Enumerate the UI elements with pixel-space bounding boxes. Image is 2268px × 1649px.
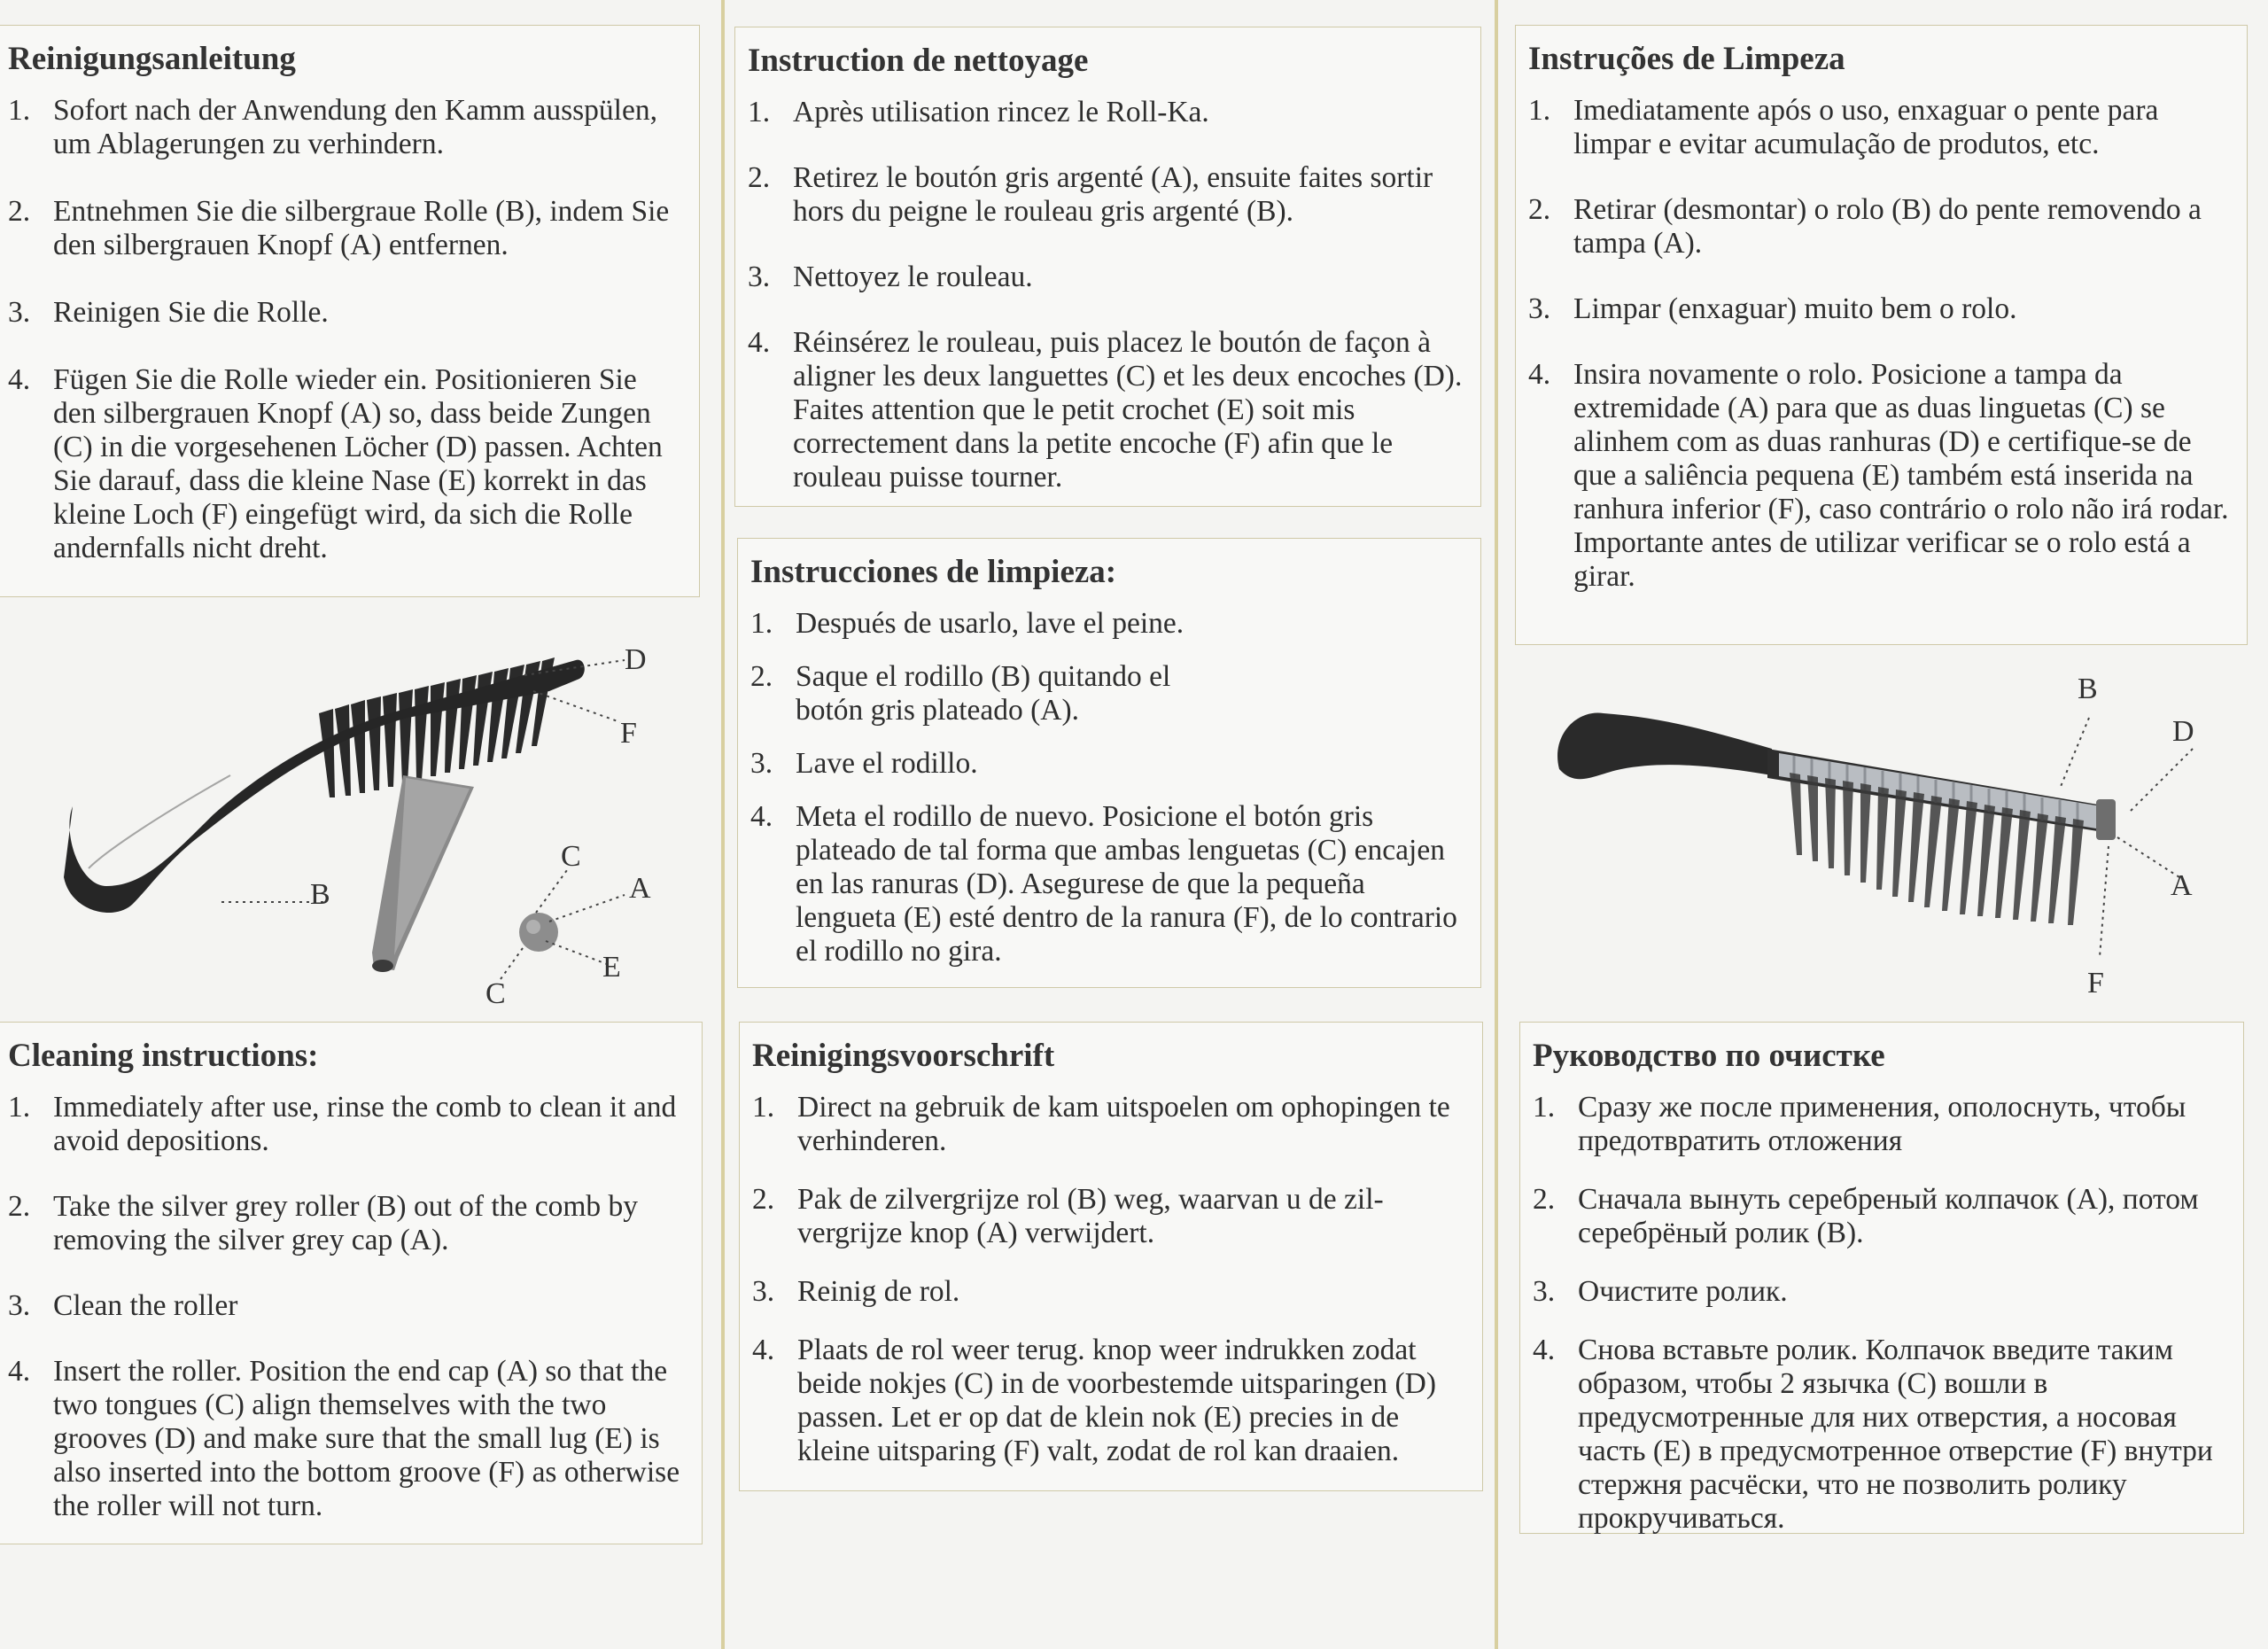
list-item bbox=[1533, 1275, 2225, 1309]
list-item bbox=[752, 1091, 1464, 1158]
item-number: 3. bbox=[752, 1274, 775, 1308]
item-number: 1. bbox=[748, 95, 771, 128]
item-number: 2. bbox=[752, 1182, 775, 1216]
item-number: 1. bbox=[8, 93, 31, 127]
label-f: F bbox=[2087, 967, 2104, 1000]
column-divider-left bbox=[721, 0, 725, 1649]
item-number: 4. bbox=[8, 362, 31, 396]
list-item bbox=[750, 800, 1463, 968]
item-number: 1. bbox=[1528, 93, 1551, 127]
item-number: 3. bbox=[748, 260, 771, 293]
list-item bbox=[752, 1183, 1464, 1250]
item-number: 2. bbox=[750, 659, 773, 693]
list-item bbox=[1533, 1334, 2225, 1536]
item-text: Immediately after use, rinse the comb to clean it and avoid depositions. bbox=[53, 1090, 677, 1157]
item-text: Take the silver grey roller (B) out of the comb by removing the silver grey cap (A). bbox=[53, 1189, 639, 1256]
item-number: 2. bbox=[748, 160, 771, 194]
label-b: B bbox=[310, 878, 330, 911]
list-item bbox=[8, 1289, 684, 1323]
list-item bbox=[748, 326, 1463, 494]
list-item bbox=[752, 1334, 1464, 1468]
section-title: Instruction de nettoyage bbox=[748, 43, 1089, 79]
section-title: Instruções de Limpeza bbox=[1528, 41, 1845, 77]
item-number: 1. bbox=[752, 1090, 775, 1124]
item-number: 4. bbox=[748, 325, 771, 359]
item-text: Очистите ролик. bbox=[1578, 1274, 1788, 1308]
label-b: B bbox=[2078, 673, 2098, 705]
item-number: 3. bbox=[1528, 292, 1551, 325]
item-number: 3. bbox=[750, 746, 773, 780]
roller-illustration bbox=[372, 775, 474, 972]
label-e: E bbox=[602, 951, 621, 984]
section-spanish bbox=[737, 538, 1481, 988]
list-item bbox=[1533, 1091, 2225, 1158]
cap-illustration bbox=[519, 913, 558, 952]
list-item bbox=[1528, 94, 2229, 161]
section-title: Instrucciones de limpieza: bbox=[750, 554, 1117, 590]
list-item bbox=[750, 747, 1463, 781]
item-number: 4. bbox=[1528, 357, 1551, 391]
section-dutch bbox=[739, 1022, 1483, 1491]
item-text: Retirar (desmontar) o rolo (B) do pente removendo a tampa (A). bbox=[1573, 192, 2202, 260]
list-item bbox=[1533, 1183, 2225, 1250]
list-item bbox=[750, 660, 1463, 727]
list-item bbox=[8, 296, 681, 330]
instruction-list bbox=[8, 94, 681, 565]
comb-illustration bbox=[1557, 712, 2116, 925]
label-d: D bbox=[625, 643, 647, 676]
instruction-list bbox=[748, 96, 1463, 494]
instruction-list bbox=[8, 1091, 684, 1523]
label-a: A bbox=[2171, 869, 2193, 902]
item-text: Plaats de rol weer terug. knop weer indrukken zodat beide nokjes (C) in de voorbestemde uitsparingen (D) passen. Let er op dat de klein nok (E) precies in de kleine uitsparing (F) valt, zodat de rol kan draaien. bbox=[797, 1333, 1436, 1467]
item-text: Retirez le boutón gris argenté (A), ensuite faites sortir hors du peigne le rouleau gris argenté (B). bbox=[793, 160, 1433, 228]
label-d: D bbox=[2172, 715, 2194, 748]
item-text: Sofort nach der Anwendung den Kamm ausspülen, um Ablagerungen zu verhindern. bbox=[53, 93, 657, 160]
item-text: Réinsérez le rouleau, puis placez le boutón de façon à aligner les deux languettes (C) et les deux encoches (D). Faites attention que le petit crochet (E) soit mis correctement dans la petite encoche (F) afin que le rouleau puisse tourner. bbox=[793, 325, 1463, 494]
item-text: Сразу же после применения, ополоснуть, чтобы предотвратить отложения bbox=[1578, 1090, 2186, 1157]
section-title: Reinigingsvoorschrift bbox=[752, 1038, 1055, 1074]
item-text: Imediatamente após o uso, enxaguar o pente para limpar e evitar acumulação de produtos, etc. bbox=[1573, 93, 2159, 160]
item-text: Fügen Sie die Rolle wieder ein. Positionieren Sie den silbergrauen Knopf (A) so, dass beide Zungen (C) in die vorgesehenen Löcher (D) passen. Achten Sie darauf, dass die kleine Nase (E) korrekt in das kleine Loch (F) eingefügt wird, da sich die Rolle andernfalls nicht dreht. bbox=[53, 362, 663, 564]
list-item bbox=[8, 363, 681, 565]
section-title: Cleaning instructions: bbox=[8, 1038, 319, 1074]
list-item bbox=[748, 161, 1463, 229]
list-item bbox=[8, 1091, 684, 1158]
instruction-list bbox=[1528, 94, 2229, 594]
list-item bbox=[748, 261, 1463, 294]
list-item bbox=[750, 607, 1463, 641]
item-text: Clean the roller bbox=[53, 1288, 238, 1322]
item-text: Direct na gebruik de kam uitspoelen om ophopingen te verhinderen. bbox=[797, 1090, 1450, 1157]
list-item bbox=[748, 96, 1463, 129]
item-number: 1. bbox=[1533, 1090, 1556, 1124]
item-number: 4. bbox=[752, 1333, 775, 1366]
label-a: A bbox=[629, 872, 651, 905]
item-number: 2. bbox=[8, 1189, 31, 1223]
list-item bbox=[8, 1190, 684, 1257]
label-c-bottom: C bbox=[485, 977, 506, 1010]
item-number: 1. bbox=[750, 606, 773, 640]
item-text: Entnehmen Sie die silbergraue Rolle (B), indem Sie den silbergrauen Knopf (A) entfernen. bbox=[53, 194, 670, 261]
list-item bbox=[8, 94, 681, 161]
item-number: 2. bbox=[1533, 1182, 1556, 1216]
item-number: 2. bbox=[8, 194, 31, 228]
item-text: Сначала вынуть серебреный колпачок (А), потом серебрёный ролик (В). bbox=[1578, 1182, 2199, 1249]
section-title: Руководство по очистке bbox=[1533, 1038, 1885, 1074]
section-russian bbox=[1519, 1022, 2244, 1534]
instruction-list bbox=[1533, 1091, 2225, 1536]
list-item bbox=[1528, 292, 2229, 326]
item-text: Reinig de rol. bbox=[797, 1274, 960, 1308]
list-item bbox=[8, 195, 681, 262]
item-text: Снова вставьте ролик. Колпачок введите таким образом, чтобы 2 язычка (С) вошли в предусмотренные для них отверстия, а носовая часть (Е) в предусмотренное отверстие (F) внутри стержня расчёски, что не позволить ролику прокручиваться. bbox=[1578, 1333, 2213, 1535]
item-text: Insert the roller. Position the end cap (A) so that the two tongues (C) align themselves with the two grooves (D) and make sure that the small lug (E) is also inserted into the bottom groove (F) as otherwise the roller will not turn. bbox=[53, 1354, 680, 1522]
section-german bbox=[0, 25, 700, 597]
label-f: F bbox=[620, 717, 637, 750]
list-item bbox=[1528, 358, 2229, 594]
item-number: 3. bbox=[1533, 1274, 1556, 1308]
item-number: 3. bbox=[8, 295, 31, 329]
section-french bbox=[734, 27, 1481, 507]
comb-illustration bbox=[64, 657, 585, 913]
item-text: Limpar (enxaguar) muito bem o rolo. bbox=[1573, 292, 2017, 325]
item-number: 4. bbox=[1533, 1333, 1556, 1366]
list-item bbox=[8, 1355, 684, 1523]
item-number: 1. bbox=[8, 1090, 31, 1124]
section-title: Reinigungsanleitung bbox=[8, 41, 296, 77]
item-text: Reinigen Sie die Rolle. bbox=[53, 295, 329, 329]
list-item bbox=[752, 1275, 1464, 1309]
column-divider-right bbox=[1495, 0, 1498, 1649]
label-c-top: C bbox=[561, 840, 581, 873]
item-text: Lave el rodillo. bbox=[796, 746, 978, 780]
item-text: Nettoyez le rouleau. bbox=[793, 260, 1033, 293]
instruction-list bbox=[752, 1091, 1464, 1468]
item-text: Pak de zilvergrijze rol (B) weg, waarvan u de zilvergrijze knop (A) verwijdert. bbox=[797, 1182, 1384, 1249]
item-number: 2. bbox=[1528, 192, 1551, 226]
item-number: 4. bbox=[750, 799, 773, 833]
comb-disassembled-diagram bbox=[53, 620, 691, 1019]
item-text: Insira novamente o rolo. Posicione a tampa da extremidade (A) para que as duas linguetas (C) se alinhem com as duas ranhuras (D) e certifique-se de que a saliência pequena (E) também está inserida na ranhura inferior (F), caso contrário o rolo não irá rodar. Importante antes de utilizar verificar se o rolo está a girar. bbox=[1573, 357, 2229, 593]
item-number: 4. bbox=[8, 1354, 31, 1388]
section-english bbox=[0, 1022, 703, 1544]
item-text: Meta el rodillo de nuevo. Posicione el botón gris plateado de tal forma que ambas lenguetas (C) encajen en las ranuras (D). Asegurese de que la pequeña lengueta (E) esté dentro de la ranura (F), de lo contrario el rodillo no gira. bbox=[796, 799, 1457, 968]
item-text: Après utilisation rincez le Roll-Ka. bbox=[793, 95, 1209, 128]
list-item bbox=[1528, 193, 2229, 261]
instruction-list bbox=[750, 607, 1463, 968]
item-text: Saque el rodillo (B) quitando el botón gris plateado (A). bbox=[796, 659, 1171, 727]
item-number: 3. bbox=[8, 1288, 31, 1322]
section-portuguese bbox=[1515, 25, 2248, 645]
comb-assembled-diagram bbox=[1542, 665, 2215, 1001]
item-text: Después de usarlo, lave el peine. bbox=[796, 606, 1184, 640]
